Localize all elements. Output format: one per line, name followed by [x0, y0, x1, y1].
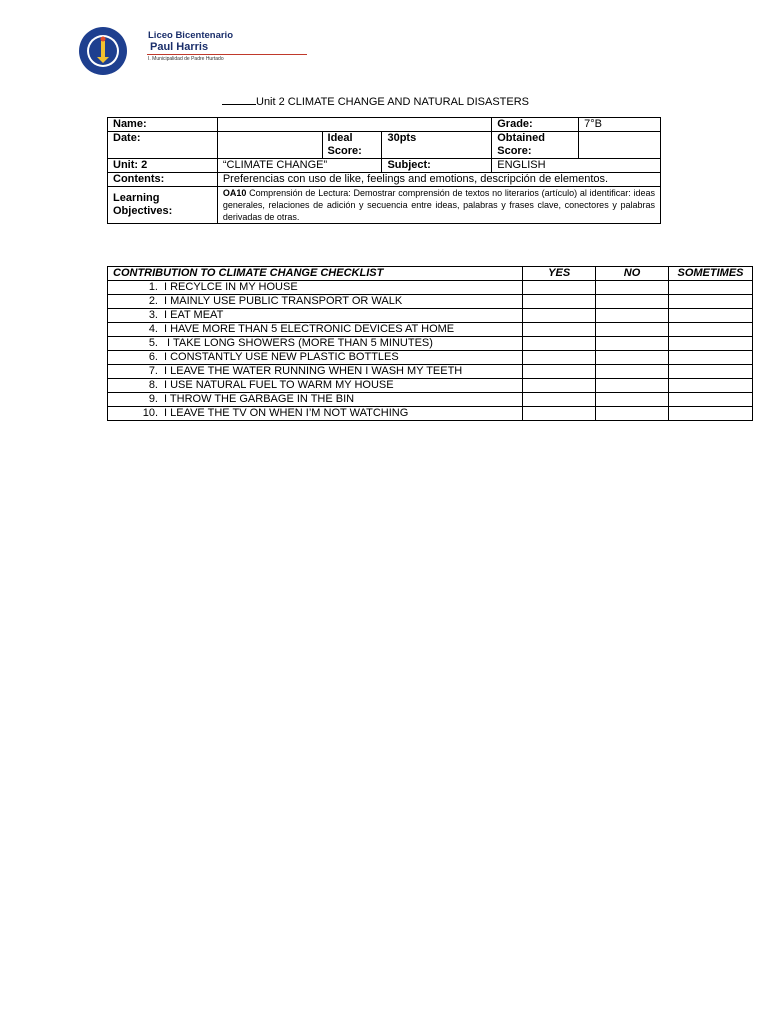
no-cell[interactable] — [596, 365, 669, 379]
objectives-cell — [217, 187, 660, 224]
table-row — [108, 393, 753, 407]
item-number: 2. — [148, 295, 158, 307]
objectives-value: Comprensión de Lectura: Demostrar comprensión de textos no literarios (artículo) al identificar: ideas generales, relaciones de adición y secuencia entre ideas, palabras y frases clave, conectores y palabras derivadas de otras. — [222, 188, 655, 222]
municipality: I. Municipalidad de Padre Hurtado — [148, 56, 224, 62]
no-cell[interactable] — [596, 281, 669, 295]
checklist-item — [108, 281, 523, 295]
header-sometimes: SOMETIMES — [668, 267, 752, 281]
table-row — [108, 379, 753, 393]
table-row — [108, 351, 753, 365]
yes-cell[interactable] — [523, 295, 596, 309]
title-blank-line[interactable] — [222, 95, 256, 105]
page-title: Unit 2 CLIMATE CHANGE AND NATURAL DISASTERS — [222, 95, 529, 108]
yes-cell[interactable] — [523, 365, 596, 379]
date-label: Date: — [108, 132, 218, 159]
sometimes-cell[interactable] — [668, 407, 752, 421]
obtained-score-field[interactable] — [579, 132, 661, 159]
checklist-item — [108, 295, 523, 309]
checklist-item — [108, 351, 523, 365]
school-name: Liceo Bicentenario — [148, 30, 233, 41]
item-text: I USE NATURAL FUEL TO WARM MY HOUSE — [164, 379, 394, 391]
item-text: I RECYLCE IN MY HOUSE — [164, 281, 298, 293]
checklist-item — [108, 393, 523, 407]
table-row — [108, 365, 753, 379]
sometimes-cell[interactable] — [668, 295, 752, 309]
contents-value: Preferencias con uso de like, feelings and emotions, descripción de elementos. — [217, 173, 660, 187]
sometimes-cell[interactable] — [668, 365, 752, 379]
school-logo — [78, 26, 378, 76]
item-number: 9. — [148, 393, 158, 405]
obtained-score-label: Obtained Score: — [492, 132, 579, 159]
grade-label: Grade: — [492, 118, 579, 132]
subject-value: ENGLISH — [492, 159, 661, 173]
checklist-item — [108, 337, 523, 351]
item-number: 3. — [148, 309, 158, 321]
table-row — [108, 295, 753, 309]
item-number: 7. — [148, 365, 158, 377]
yes-cell[interactable] — [523, 407, 596, 421]
table-row — [108, 407, 753, 421]
yes-cell[interactable] — [523, 309, 596, 323]
unit-value: “CLIMATE CHANGE” — [217, 159, 382, 173]
grade-value: 7°B — [579, 118, 661, 132]
subject-label: Subject: — [382, 159, 492, 173]
name-field[interactable] — [217, 118, 491, 132]
item-text: I EAT MEAT — [164, 309, 224, 321]
header-no: NO — [596, 267, 669, 281]
yes-cell[interactable] — [523, 351, 596, 365]
table-row — [108, 309, 753, 323]
yes-cell[interactable] — [523, 281, 596, 295]
item-number: 8. — [148, 379, 158, 391]
sometimes-cell[interactable] — [668, 337, 752, 351]
no-cell[interactable] — [596, 351, 669, 365]
name-label: Name: — [108, 118, 218, 132]
yes-cell[interactable] — [523, 393, 596, 407]
checklist-item — [108, 309, 523, 323]
sometimes-cell[interactable] — [668, 309, 752, 323]
no-cell[interactable] — [596, 393, 669, 407]
objectives-label: Learning Objectives: — [108, 187, 218, 224]
item-text: I HAVE MORE THAN 5 ELECTRONIC DEVICES AT HOME — [164, 323, 455, 335]
checklist-item — [108, 379, 523, 393]
yes-cell[interactable] — [523, 337, 596, 351]
item-number: 5. — [148, 337, 158, 349]
sometimes-cell[interactable] — [668, 379, 752, 393]
date-field[interactable] — [217, 132, 322, 159]
no-cell[interactable] — [596, 407, 669, 421]
checklist-item — [108, 323, 523, 337]
yes-cell[interactable] — [523, 379, 596, 393]
item-text: I LEAVE THE WATER RUNNING WHEN I WASH MY TEETH — [164, 365, 463, 377]
sometimes-cell[interactable] — [668, 281, 752, 295]
checklist-header-row — [108, 267, 753, 281]
checklist-title: CONTRIBUTION TO CLIMATE CHANGE CHECKLIST — [108, 267, 523, 281]
checklist-table — [107, 266, 753, 421]
table-row — [108, 337, 753, 351]
no-cell[interactable] — [596, 295, 669, 309]
logo-divider — [147, 54, 307, 55]
table-row — [108, 323, 753, 337]
ideal-score-value: 30pts — [382, 132, 492, 159]
sometimes-cell[interactable] — [668, 393, 752, 407]
item-number: 1. — [148, 281, 158, 293]
item-number: 10. — [142, 407, 158, 419]
contents-label: Contents: — [108, 173, 218, 187]
no-cell[interactable] — [596, 337, 669, 351]
school-subname: Paul Harris — [150, 41, 209, 53]
item-text: I CONSTANTLY USE NEW PLASTIC BOTTLES — [164, 351, 399, 363]
header-yes: YES — [523, 267, 596, 281]
yes-cell[interactable] — [523, 323, 596, 337]
item-number: 6. — [148, 351, 158, 363]
sometimes-cell[interactable] — [668, 351, 752, 365]
objectives-code: OA10 — [222, 188, 247, 198]
student-info-table — [107, 117, 661, 224]
checklist-item — [108, 365, 523, 379]
item-number: 4. — [148, 323, 158, 335]
item-text: I LEAVE THE TV ON WHEN I’M NOT WATCHING — [164, 407, 409, 419]
school-seal-icon — [78, 26, 128, 76]
checklist-item — [108, 407, 523, 421]
no-cell[interactable] — [596, 323, 669, 337]
item-text: I MAINLY USE PUBLIC TRANSPORT OR WALK — [164, 295, 403, 307]
ideal-score-label: Ideal Score: — [322, 132, 382, 159]
unit-label: Unit: 2 — [108, 159, 218, 173]
table-row — [108, 281, 753, 295]
no-cell[interactable] — [596, 379, 669, 393]
no-cell[interactable] — [596, 309, 669, 323]
item-text: I TAKE LONG SHOWERS (MORE THAN 5 MINUTES) — [164, 337, 433, 349]
item-text: I THROW THE GARBAGE IN THE BIN — [164, 393, 355, 405]
sometimes-cell[interactable] — [668, 323, 752, 337]
